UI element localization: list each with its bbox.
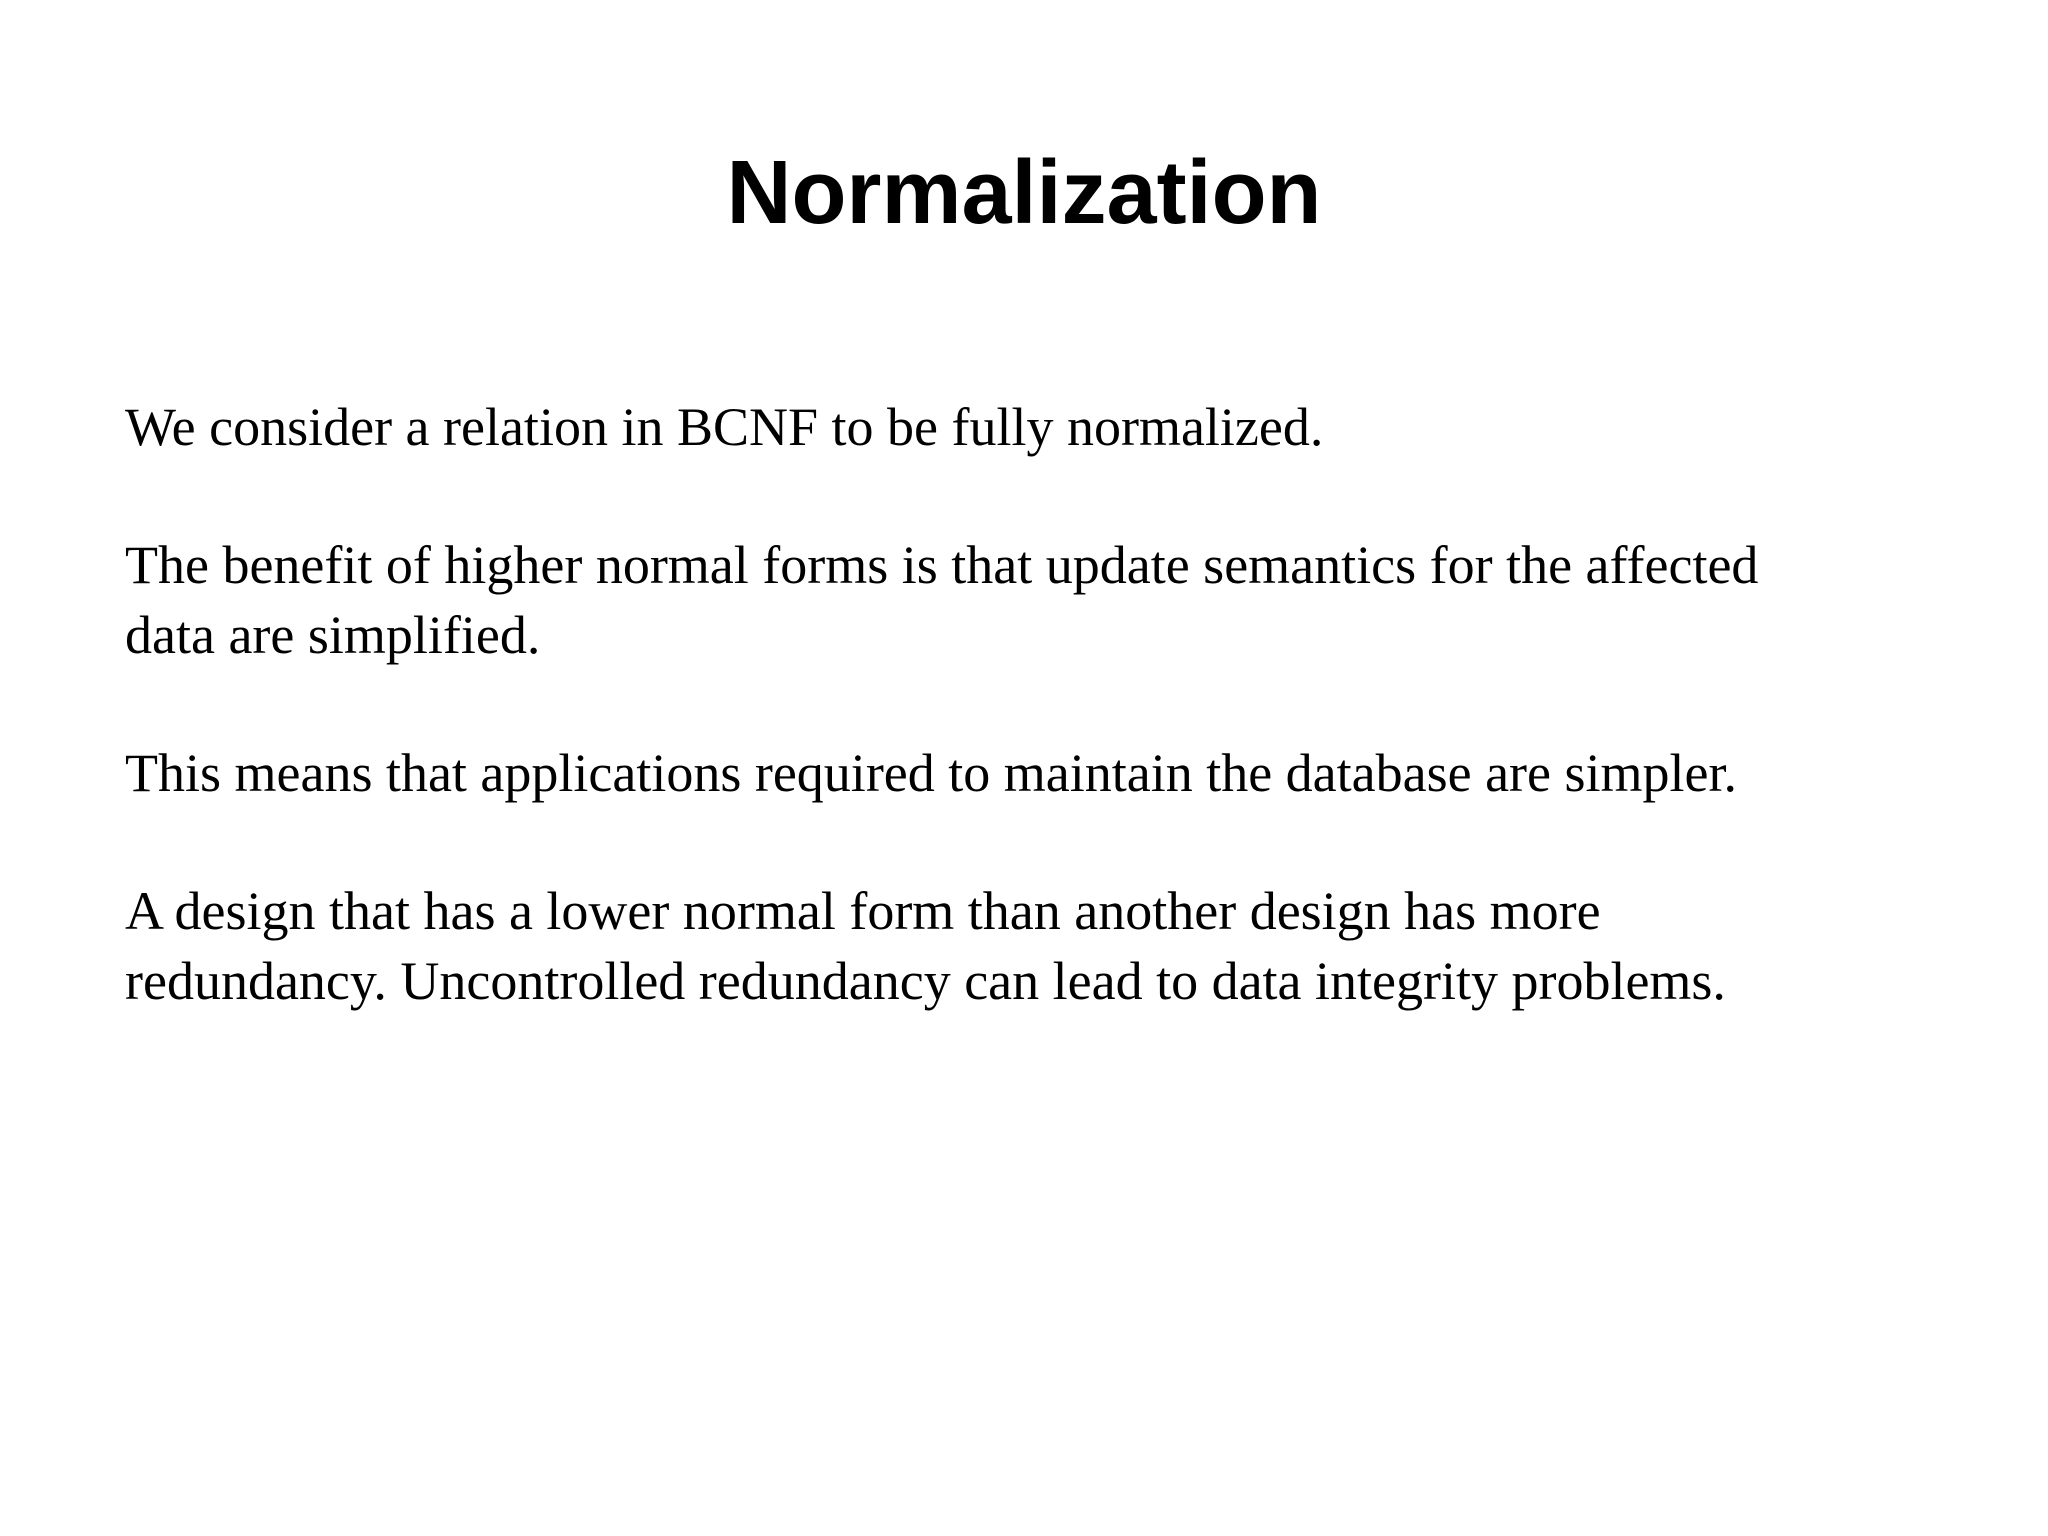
paragraph-applications bbox=[125, 738, 1965, 808]
paragraph-redundancy-line-2: redundancy. Uncontrolled redundancy can lead to data integrity problems. bbox=[125, 951, 1726, 1011]
paragraph-redundancy bbox=[125, 876, 1965, 1016]
paragraph-benefit-line-1: The benefit of higher normal forms is that update semantics for the affected bbox=[125, 535, 1759, 595]
paragraph-bcnf-line-1: We consider a relation in BCNF to be fully normalized. bbox=[125, 397, 1324, 457]
paragraph-benefit bbox=[125, 530, 1965, 670]
paragraph-applications-line-1: This means that applications required to maintain the database are simpler. bbox=[125, 743, 1737, 803]
paragraph-benefit-line-2: data are simplified. bbox=[125, 605, 541, 665]
paragraph-bcnf bbox=[125, 392, 1965, 462]
slide-title: Normalization bbox=[726, 143, 1322, 243]
paragraph-redundancy-line-1: A design that has a lower normal form than another design has more bbox=[125, 881, 1601, 941]
